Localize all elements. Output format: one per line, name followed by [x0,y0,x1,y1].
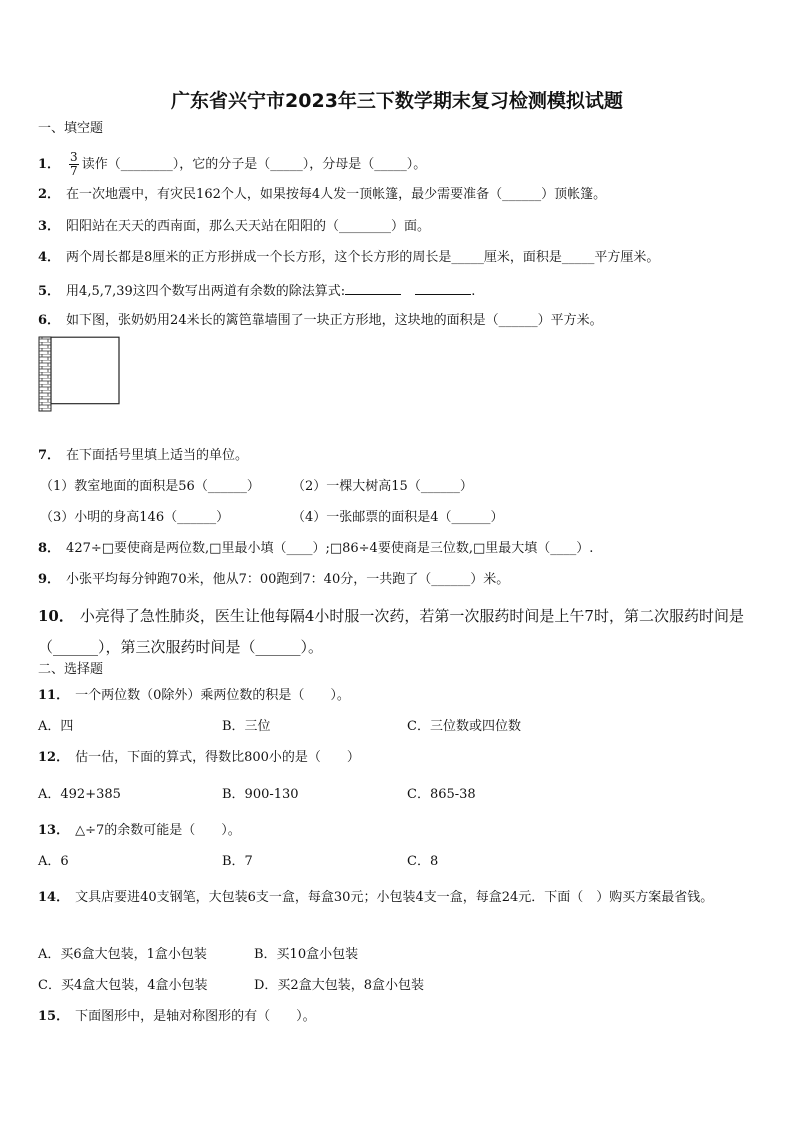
question-number: 10． [38,607,74,625]
question-10 [38,601,763,663]
question-text: 用4,5,7,39这四个数写出两道有余数的除法算式: [66,284,346,299]
q14-option-b[interactable]: B．买10盒小包装 [254,947,359,962]
question-12 [38,749,360,767]
fraction-numerator: 3 [70,150,78,164]
question-number: 4． [38,250,61,265]
q12-option-b[interactable]: B．900-130 [222,787,299,802]
question-text: 小亮得了急性肺炎，医生让他每隔4小时服一次药，若第一次服药时间是上午7时，第二次服药时间是（______），第三次服药时间是（______）。 [38,607,744,656]
square-plot-shape [51,337,119,404]
question-number: 14． [38,890,70,905]
q13-option-b[interactable]: B．7 [222,854,253,869]
q7-item-4: （4）一张邮票的面积是4（______） [292,510,504,525]
question-5 [38,281,475,301]
question-text: 如下图，张奶奶用24米长的篱笆靠墙围了一块正方形地，这块地的面积是（______）平方米。 [66,313,603,328]
question-1 [38,151,426,178]
q13-option-c[interactable]: C．8 [407,854,439,869]
question-text: 两个周长都是8厘米的正方形拼成一个长方形，这个长方形的周长是_____厘米，面积是_____平方厘米。 [66,250,660,265]
q11-option-c[interactable]: C．三位数或四位数 [407,719,521,734]
section-fill-blank: 一、填空题 [38,121,104,136]
wall-shape [39,337,51,411]
question-number: 13． [38,823,70,838]
question-number: 2． [38,187,61,202]
q13-option-a[interactable]: A．6 [38,854,69,869]
q11-option-a[interactable]: A．四 [38,719,74,734]
q7-item-3: （3）小明的身高146（______） [40,510,230,525]
question-8 [38,540,593,558]
q12-option-a[interactable]: A．492+385 [38,787,121,802]
question-number: 11． [38,688,70,703]
q14-option-c[interactable]: C．买4盒大包装，4盒小包装 [38,978,208,993]
question-text: 在下面括号里填上适当的单位。 [66,448,249,463]
question-number: 7． [38,448,61,463]
question-6 [38,312,603,330]
question-text: 427÷□要使商是两位数,□里最小填（____）;□86÷4要使商是三位数,□里最大填（____）. [66,541,594,556]
answer-blank [415,281,471,295]
question-number: 9． [38,572,61,587]
question-4 [38,249,659,267]
question-number: 8． [38,541,61,556]
question-11 [38,687,350,705]
question-14 [38,882,763,913]
question-7 [38,447,248,465]
question-number: 12． [38,750,70,765]
question-text: △÷7的余数可能是（ ）。 [75,823,241,838]
question-15 [38,1008,316,1026]
q11-option-b[interactable]: B．三位 [222,719,271,734]
answer-blank [345,281,401,295]
question-number: 15． [38,1009,70,1024]
question-text: 估一估，下面的算式，得数比800小的是（ ） [75,750,360,765]
q7-item-2: （2）一棵大树高15（______） [292,479,473,494]
question-number: 5． [38,284,61,299]
q14-option-a[interactable]: A．买6盒大包装，1盒小包装 [38,947,207,962]
question-13 [38,822,241,840]
question-text: 下面图形中，是轴对称图形的有（ ）。 [75,1009,316,1024]
fence-square-figure [38,336,124,414]
question-number: 1． [38,157,61,172]
question-number: 3． [38,219,61,234]
question-2 [38,186,606,204]
question-9 [38,571,509,589]
question-text: 读作（________），它的分子是（_____），分母是（_____）。 [81,157,427,172]
question-number: 6． [38,313,61,328]
q12-option-c[interactable]: C．865-38 [407,787,476,802]
question-text: 在一次地震中，有灾民162个人，如果按每4人发一顶帐篷，最少需要准备（______）顶帐篷。 [66,187,607,202]
section-choice: 二、选择题 [38,662,104,677]
question-text: 小张平均每分钟跑70米，他从7：00跑到7：40分，一共跑了（______）米。 [66,572,510,587]
page-title: 广东省兴宁市2023年三下数学期末复习检测模拟试题 [171,90,623,112]
question-text: 阳阳站在天天的西南面，那么天天站在阳阳的（________）面。 [66,219,431,234]
fraction-denominator: 7 [70,164,78,178]
q7-item-1: （1）教室地面的面积是56（______） [40,479,260,494]
question-text: 一个两位数（0除外）乘两位数的积是（ ）。 [75,688,350,703]
fraction [69,151,79,178]
question-text: 文具店要进40支钢笔，大包装6支一盒，每盒30元；小包装4支一盒，每盒24元．下面（ ）购买方案最省钱。 [75,890,714,905]
question-end: . [471,284,476,299]
question-3 [38,218,430,236]
q14-option-d[interactable]: D．买2盒大包装，8盒小包装 [254,978,424,993]
